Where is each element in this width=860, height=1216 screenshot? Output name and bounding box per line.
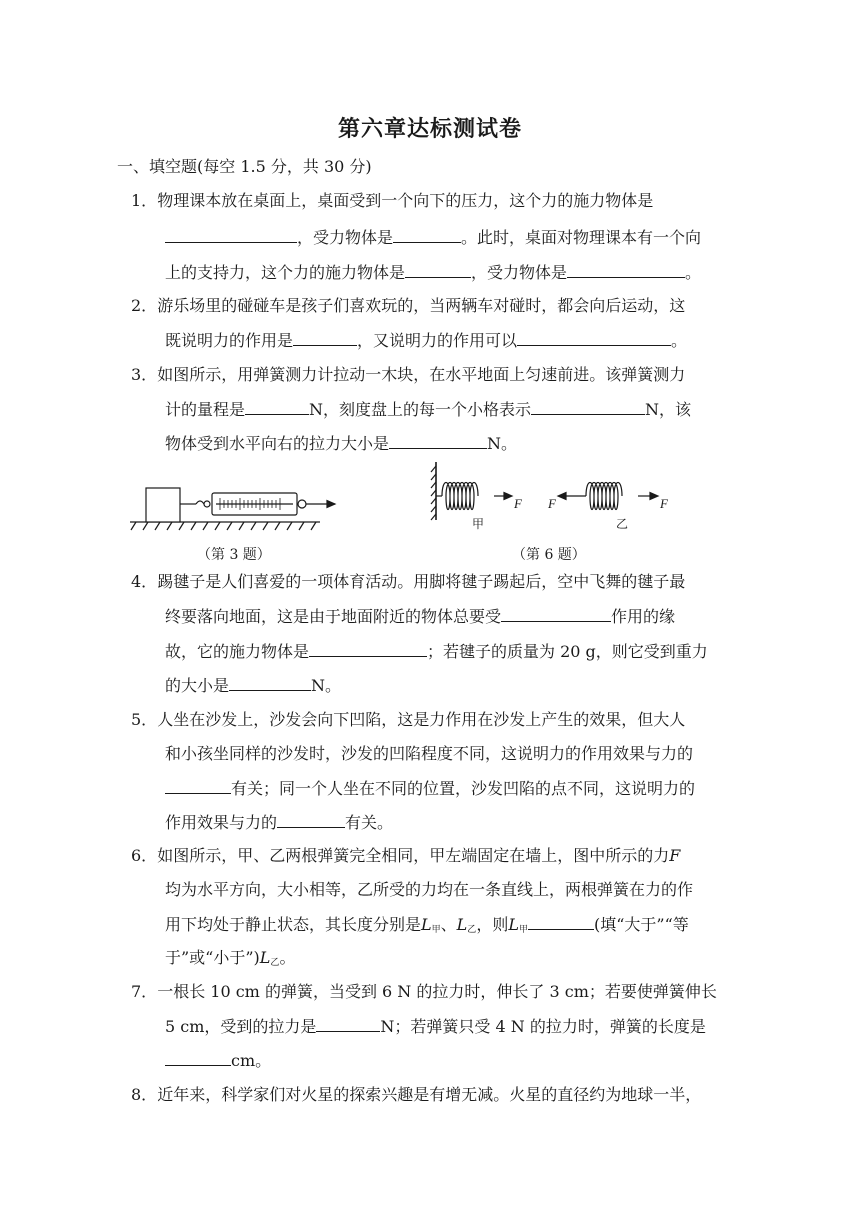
answer-blank[interactable] — [567, 262, 685, 278]
question-text: 有关。 — [345, 813, 394, 832]
question-4-line-2 — [165, 606, 675, 627]
question-6-line-4 — [165, 948, 295, 973]
question-text: 上的支持力，这个力的施力物体是 — [165, 263, 406, 282]
question-text: N。 — [487, 434, 518, 453]
label-jia: 甲 — [472, 517, 485, 531]
question-text: 。此时，桌面对物理课本有一个向 — [461, 228, 702, 247]
length-symbol: L — [259, 948, 271, 967]
subscript: 乙 — [270, 958, 280, 968]
answer-blank[interactable] — [405, 262, 471, 278]
question-5-line-3 — [165, 778, 695, 799]
question-6-line-1 — [131, 846, 680, 866]
question-2-line-1 — [131, 296, 685, 316]
question-text: 既说明力的作用是 — [165, 331, 294, 350]
question-8-line-1 — [131, 1085, 701, 1105]
question-text: 踢毽子是人们喜爱的一项体育活动。用脚将毽子踢起后，空中飞舞的毽子最 — [157, 572, 686, 591]
label-yi: 乙 — [616, 517, 629, 531]
question-5-line-4 — [165, 812, 393, 833]
question-text: 故，它的施力物体是 — [165, 642, 310, 661]
question-text: ，又说明力的作用可以 — [357, 331, 518, 350]
question-text: ，受力物体是 — [297, 228, 394, 247]
question-6-line-3 — [165, 914, 689, 940]
figure-6-caption: （第 6 题） — [512, 547, 586, 563]
question-number: 3． — [131, 365, 158, 384]
question-text: 如图所示，用弹簧测力计拉动一木块，在水平地面上匀速前进。该弹簧测力 — [157, 365, 686, 384]
question-3-line-3 — [165, 433, 517, 454]
question-number: 1． — [131, 191, 158, 210]
question-number: 2． — [131, 296, 158, 315]
answer-blank[interactable] — [245, 399, 309, 415]
ground-hatching — [131, 522, 316, 530]
figure-3-spring-scale — [130, 467, 350, 537]
question-text: 人坐在沙发上，沙发会向下凹陷，这是力作用在沙发上产生的效果，但大人 — [157, 710, 686, 729]
question-text: 。 — [279, 948, 296, 967]
question-7-line-3 — [165, 1050, 271, 1071]
question-text: 终要落向地面，这是由于地面附近的物体总要受 — [165, 607, 502, 626]
question-text: N；若弹簧只受 4 N 的拉力时，弹簧的长度是 — [380, 1017, 706, 1036]
question-text: 作用效果与力的 — [165, 813, 278, 832]
question-text: 用下均处于静止状态，其长度分别是 — [165, 915, 422, 934]
subscript: 甲 — [431, 925, 441, 935]
answer-blank[interactable] — [531, 399, 645, 415]
question-text: 物理课本放在桌面上，桌面受到一个向下的压力，这个力的施力物体是 — [157, 191, 654, 210]
question-text: 和小孩坐同样的沙发时，沙发的凹陷程度不同，这说明力的作用效果与力的 — [165, 744, 694, 763]
length-symbol: L — [421, 915, 432, 934]
question-text: cm。 — [231, 1051, 272, 1070]
question-3-line-1 — [131, 365, 685, 385]
answer-blank[interactable] — [165, 778, 231, 794]
question-4-line-4 — [165, 675, 341, 696]
force-label-yi-right: F — [660, 496, 668, 511]
question-text: 、 — [440, 915, 457, 934]
figure-6-springs — [428, 458, 688, 538]
question-5-line-2 — [165, 744, 693, 764]
page-title: 第六章达标测试卷 — [337, 116, 522, 142]
answer-blank[interactable] — [517, 330, 671, 346]
answer-blank[interactable] — [393, 227, 461, 243]
length-symbol: L — [508, 915, 519, 934]
figure-3-caption: （第 3 题） — [197, 547, 271, 563]
spring-jia — [442, 483, 478, 510]
spring-yi — [586, 483, 622, 510]
question-text: 的大小是 — [165, 676, 230, 695]
question-text: 有关；同一个人坐在不同的位置，沙发凹陷的点不同，这说明力的 — [231, 779, 696, 798]
question-5-line-1 — [131, 710, 685, 730]
answer-blank[interactable] — [309, 641, 427, 657]
question-1-line-2 — [165, 227, 701, 248]
question-text: 作用的缘 — [611, 607, 676, 626]
answer-blank[interactable] — [165, 227, 297, 243]
section-heading: 一、填空题(每空 1.5 分，共 30 分) — [117, 157, 372, 176]
question-number: 5． — [131, 710, 158, 729]
subscript: 甲 — [518, 925, 528, 935]
pull-ring — [298, 500, 306, 508]
question-text: ；若毽子的质量为 20 g，则它受到重力 — [427, 642, 708, 661]
answer-blank[interactable] — [528, 914, 594, 930]
answer-blank[interactable] — [229, 675, 311, 691]
question-text: N，刻度盘上的每一个小格表示 — [309, 400, 532, 419]
question-number: 4． — [131, 572, 158, 591]
question-text: 如图所示，甲、乙两根弹簧完全相同，甲左端固定在墙上，图中所示的力 — [157, 846, 670, 865]
question-number: 8． — [131, 1085, 158, 1104]
question-1-line-1 — [131, 191, 653, 211]
question-number: 7． — [131, 982, 158, 1001]
length-symbol: L — [456, 915, 468, 934]
force-label-yi-left: F — [548, 496, 556, 511]
question-1-line-3 — [165, 262, 701, 283]
question-number: 6． — [131, 846, 158, 865]
answer-blank[interactable] — [293, 330, 357, 346]
subscript: 乙 — [467, 925, 477, 935]
question-text: 。 — [685, 263, 702, 282]
question-text: 。 — [671, 331, 688, 350]
question-3-line-2 — [165, 399, 691, 420]
answer-blank[interactable] — [165, 1050, 231, 1066]
force-label-jia: F — [514, 496, 522, 511]
question-text: (填“大于”“等 — [593, 915, 689, 934]
question-text: ，则 — [476, 915, 509, 934]
wooden-block — [146, 488, 180, 522]
question-text: 游乐场里的碰碰车是孩子们喜欢玩的，当两辆车对碰时，都会向后运动，这 — [157, 296, 686, 315]
question-text: N，该 — [645, 400, 692, 419]
question-4-line-1 — [131, 572, 685, 592]
answer-blank[interactable] — [316, 1016, 380, 1032]
question-text: N。 — [311, 676, 342, 695]
question-text: 于”或“小于”) — [165, 948, 260, 967]
question-7-line-1 — [131, 982, 717, 1002]
question-text: 一根长 10 cm 的弹簧，当受到 6 N 的拉力时，伸长了 3 cm；若要使弹簧伸长 — [157, 982, 717, 1001]
question-text: 计的量程是 — [165, 400, 246, 419]
answer-blank[interactable] — [389, 433, 487, 449]
hook — [196, 501, 204, 504]
answer-blank[interactable] — [277, 812, 345, 828]
question-text: 物体受到水平向右的拉力大小是 — [165, 434, 390, 453]
question-2-line-2 — [165, 330, 687, 351]
question-text: 5 cm，受到的拉力是 — [165, 1017, 317, 1036]
question-text: 均为水平方向，大小相等，乙所受的力均在一条直线上，两根弹簧在力的作 — [165, 880, 694, 899]
question-text: 近年来，科学家们对火星的探索兴趣是有增无减。火星的直径约为地球一半， — [157, 1085, 702, 1104]
force-symbol: F — [669, 846, 681, 865]
question-7-line-2 — [165, 1016, 706, 1037]
question-6-line-2 — [165, 880, 693, 900]
answer-blank[interactable] — [501, 606, 611, 622]
question-text: ，受力物体是 — [471, 263, 568, 282]
question-4-line-3 — [165, 641, 708, 662]
